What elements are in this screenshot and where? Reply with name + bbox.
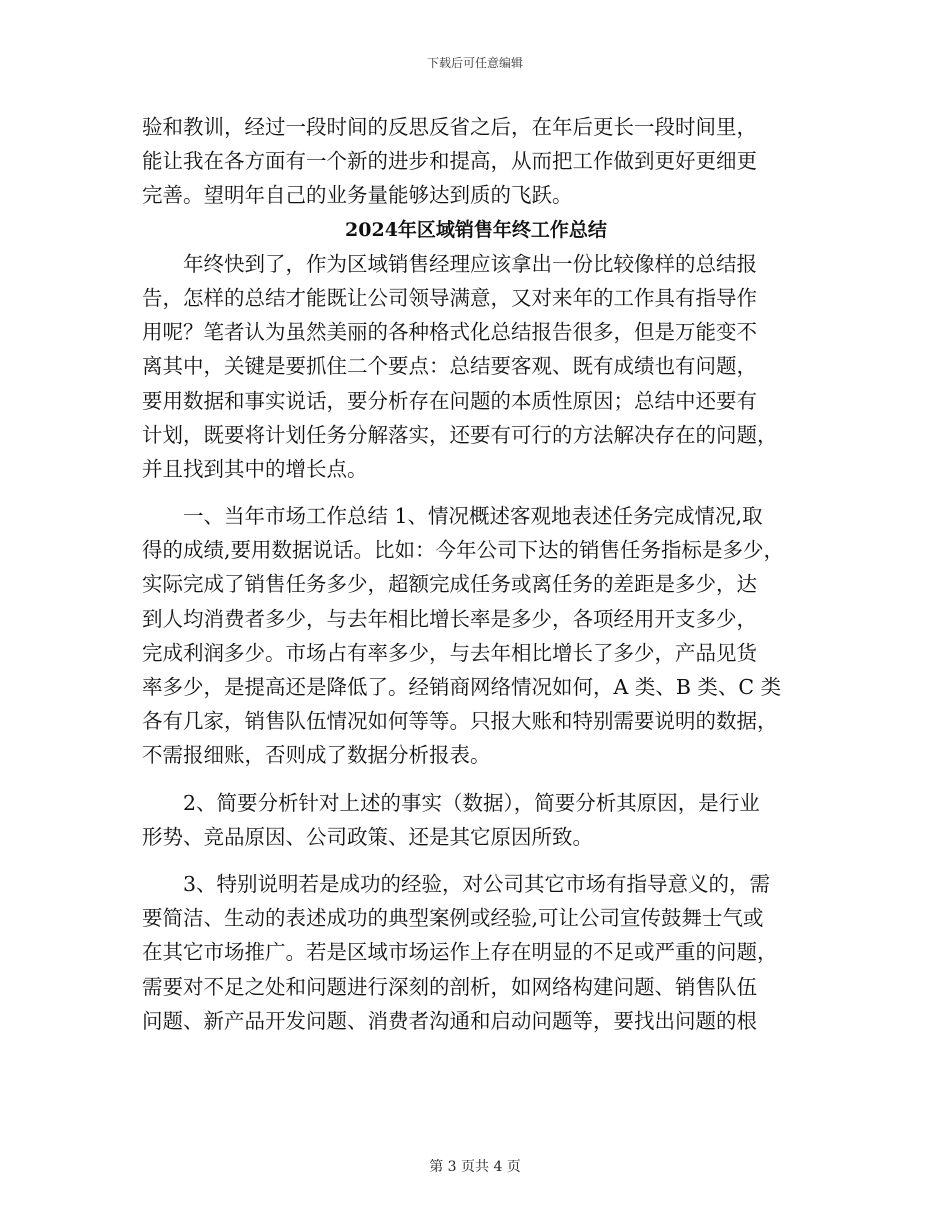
text-line: 到人均消费者多少，与去年相比增长率是多少，各项经用开支多少， xyxy=(142,606,757,631)
text-line: 实际完成了销售任务多少，超额完成任务或离任务的差距是多少，达 xyxy=(142,572,757,597)
paragraph-start-line: 3、特别说明若是成功的经验，对公司其它市场有指导意义的，需 xyxy=(183,871,771,896)
text-line: 能让我在各方面有一个新的进步和提高，从而把工作做到更好更细更 xyxy=(142,149,757,174)
text-line: 得的成绩,要用数据说话。比如：今年公司下达的销售任务指标是多少， xyxy=(142,538,785,563)
text-line: 完善。望明年自己的业务量能够达到质的飞跃。 xyxy=(142,183,573,208)
text-line: 各有几家，销售队伍情况如何等等。只报大账和特别需要说明的数据， xyxy=(142,709,778,734)
text-line: 要用数据和事实说话，要分析存在问题的本质性原因；总结中还要有 xyxy=(142,388,757,413)
document-body xyxy=(142,110,810,1038)
text-line: 告，怎样的总结才能既让公司领导满意，又对来年的工作具有指导作 xyxy=(142,285,757,310)
text-line: 问题、新产品开发问题、消费者沟通和启动问题等，要找出问题的根 xyxy=(142,1008,757,1033)
text-line: 要简洁、生动的表述成功的典型案例或经验,可让公司宣传鼓舞士气或 xyxy=(142,906,764,931)
text-line: 完成利润多少。市场占有率多少，与去年相比增长了多少，产品见货 xyxy=(142,640,757,665)
text-line: 在其它市场推广。若是区域市场运作上存在明显的不足或严重的问题， xyxy=(142,940,778,965)
page-header: 下载后可任意编辑 xyxy=(426,56,523,70)
text-line: 不需报细账，否则成了数据分析报表。 xyxy=(142,743,491,768)
page-number: 第 3 页共 4 页 xyxy=(429,1159,521,1175)
paragraph-start-line: 年终快到了，作为区域销售经理应该拿出一份比较像样的总结报 xyxy=(183,251,757,276)
text-line: 形势、竞品原因、公司政策、还是其它原因所致。 xyxy=(142,824,593,849)
text-line: 验和教训，经过一段时间的反思反省之后，在年后更长一段时间里， xyxy=(142,115,757,139)
document-title: 2024年区域销售年终工作总结 xyxy=(345,218,607,241)
text-line: 用呢？笔者认为虽然美丽的各种格式化总结报告很多，但是万能变不 xyxy=(142,320,757,345)
paragraph-start-line: 一、当年市场工作总结 1、情况概述客观地表述任务完成情况,取 xyxy=(183,504,763,529)
text-line: 需要对不足之处和问题进行深刻的剖析，如网络构建问题、销售队伍 xyxy=(142,974,757,999)
text-line: 离其中，关键是要抓住二个要点：总结要客观、既有成绩也有问题， xyxy=(142,354,757,379)
text-line: 并且找到其中的增长点。 xyxy=(142,456,368,481)
paragraph-start-line: 2、简要分析针对上述的事实（数据），简要分析其原因，是行业 xyxy=(183,790,760,815)
text-line: 计划，既要将计划任务分解落实，还要有可行的方法解决存在的问题， xyxy=(142,422,778,447)
text-line: 率多少，是提高还是降低了。经销商网络情况如何，A 类、B 类、C 类 xyxy=(142,675,782,699)
